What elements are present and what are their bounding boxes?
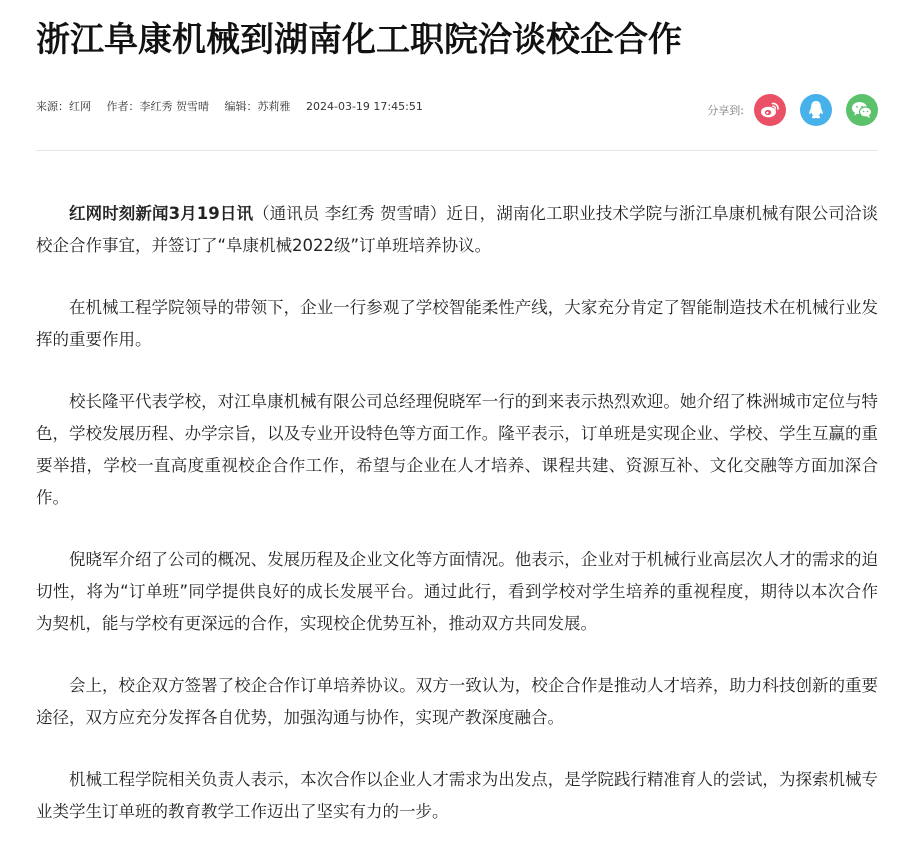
lead-dateline: 红网时刻新闻3月19日讯 <box>69 204 254 223</box>
article-title: 浙江阜康机械到湖南化工职院洽谈校企合作 <box>36 20 682 60</box>
meta-author: 作者：李红秀 贺雪晴 <box>106 100 209 113</box>
meta-source: 来源：红网 <box>36 100 91 113</box>
meta-editor: 编辑：苏莉雅 <box>224 100 291 113</box>
share-wechat-button[interactable] <box>846 94 878 126</box>
meta-datetime: 2024-03-19 17:45:51 <box>306 100 423 113</box>
share-label: 分享到: <box>707 104 744 117</box>
lead-paragraph <box>36 198 878 262</box>
share-qq-button[interactable] <box>800 94 832 126</box>
article-meta <box>36 99 423 115</box>
body-paragraph: 会上，校企双方签署了校企合作订单培养协议。双方一致认为，校企合作是推动人才培养，助力科技创新的重要途径，双方应充分发挥各自优势，加强沟通与协作，实现产教深度融合。 <box>36 676 878 727</box>
share-weibo-button[interactable] <box>754 94 786 126</box>
weibo-icon <box>760 101 780 119</box>
header-divider <box>36 150 878 151</box>
share-bar <box>707 94 878 126</box>
article-body <box>36 198 878 858</box>
wechat-icon <box>851 101 873 119</box>
body-paragraph: 校长隆平代表学校，对江阜康机械有限公司总经理倪晓军一行的到来表示热烈欢迎。她介绍了株洲城市定位与特色，学校发展历程、办学宗旨，以及专业开设特色等方面工作。隆平表示，订单班是实现企业、学校、学生互赢的重要举措，学校一直高度重视校企合作工作，希望与企业在人才培养、课程共建、资源互补、文化交融等方面加深合作。 <box>36 392 878 507</box>
lead-text: （通讯员 李红秀 贺雪晴）近日，湖南化工职业技术学院与浙江阜康机械有限公司洽谈校企合作事宜，并签订了“阜康机械2022级”订单班培养协议。 <box>36 204 878 255</box>
body-paragraph: 机械工程学院相关负责人表示，本次合作以企业人才需求为出发点，是学院践行精准育人的尝试，为探索机械专业类学生订单班的教育教学工作迈出了坚实有力的一步。 <box>36 770 878 821</box>
qq-penguin-icon <box>808 100 824 120</box>
body-paragraph: 在机械工程学院领导的带领下，企业一行参观了学校智能柔性产线，大家充分肯定了智能制造技术在机械行业发挥的重要作用。 <box>36 298 878 349</box>
body-paragraph: 倪晓军介绍了公司的概况、发展历程及企业文化等方面情况。他表示，企业对于机械行业高层次人才的需求的迫切性，将为“订单班”同学提供良好的成长发展平台。通过此行，看到学校对学生培养的重视程度，期待以本次合作为契机，能与学校有更深远的合作，实现校企优势互补，推动双方共同发展。 <box>36 550 878 633</box>
